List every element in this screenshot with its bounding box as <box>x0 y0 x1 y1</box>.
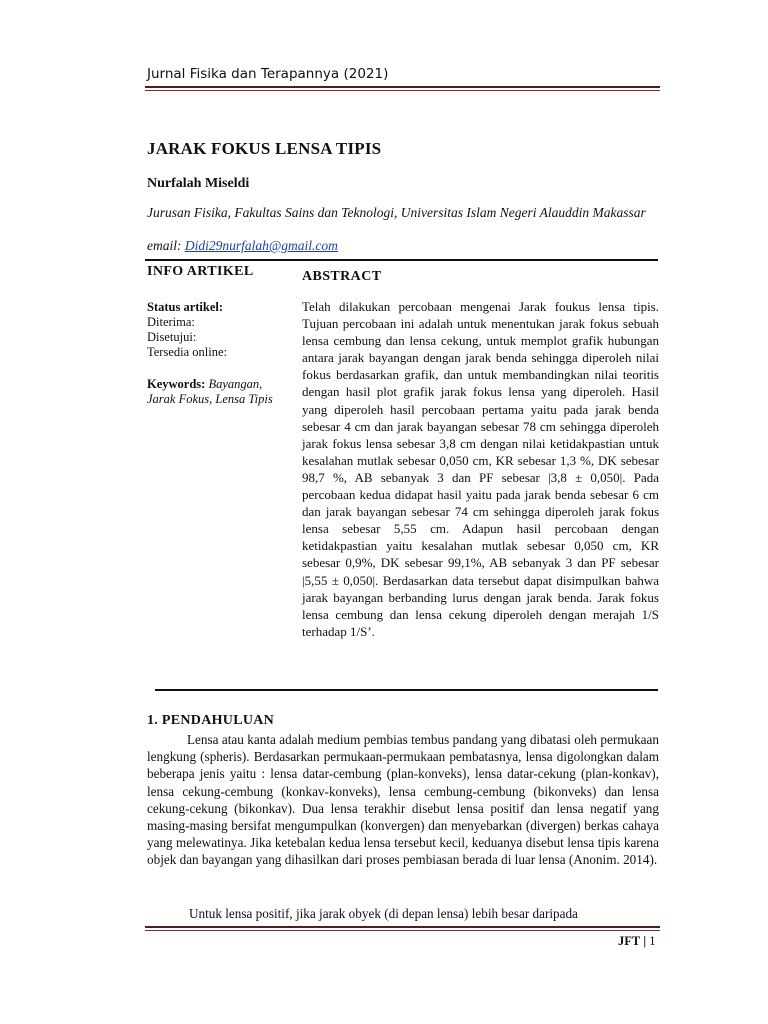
header-rule <box>145 86 660 88</box>
info-artikel-heading: INFO ARTIKEL <box>147 264 254 279</box>
paragraph-2: Untuk lensa positif, jika jarak obyek (di depan lensa) lebih besar daripada <box>189 906 578 921</box>
footer-separator: | <box>643 934 647 948</box>
email-label: email: <box>147 238 182 253</box>
info-top-rule <box>145 259 658 261</box>
email-link[interactable]: Didi29nurfalah@gmail.com <box>184 238 338 253</box>
author-name: Nurfalah Miseldi <box>147 176 250 191</box>
keywords-label: Keywords: <box>147 377 206 391</box>
keywords-block <box>147 377 292 407</box>
abstract-bottom-rule <box>155 689 658 691</box>
abstract-text: Telah dilakukan percobaan mengenai Jarak foukus lensa tipis. Tujuan percobaan ini adalah untuk menentukan jarak fokus sebuah lensa cembung dan lensa cekung, untuk memplot grafik hubungan antara jarak bayangan dengan jarak benda sehingga diperoleh nilai fokus berdasarkan grafik, dan untuk membandingkan nilai teoritis dengan hasil plot grafik jarak fokus lensa yang diperoleh. Hasil yang diperoleh hasil percobaan pertama yaitu pada jarak benda sebesar 4 cm dan jarak bayangan sebesar 78 cm sehingga diperoleh jarak fokus lensa sebesar 3,8 cm dengan nilai ketidakpastian untuk kesalahan mutlak sebesar 0,050 cm, KR sebesar 1,3 %, DK sebesar 98,7 %, AB sebanyak 3 dan PF sebesar |3,8 ± 0,050|. Pada percobaan kedua didapat hasil yaitu pada jarak benda sebesar 6 cm dan jarak bayangan sebesar 74 cm sehingga diperoleh jarak fokus lensa sebesar 5,55 cm. Adapun hasil percobaan dengan ketidakpastian yaitu kesalahan mutlak sebesar 0,050 cm, KR sebesar 0,9%, DK sebesar 99,1%, AB sebanyak 3 dan PF sebesar |5,55 ± 0,050|. Berdasarkan data tersebut dapat disimpulkan bahwa jarak bayangan berbanding lurus dengan jarak benda. Jarak fokus lensa cembung dan lensa cekung diperoleh dengan merajah 1/S terhadap 1/S’. <box>302 299 659 639</box>
header-rule-thin <box>145 90 660 91</box>
abstract-heading: ABSTRACT <box>302 269 382 284</box>
approved-label: Disetujui: <box>147 330 197 344</box>
status-label: Status artikel: <box>147 300 224 314</box>
journal-abbr: JFT <box>618 934 641 948</box>
affiliation: Jurusan Fisika, Fakultas Sains dan Teknologi, Universitas Islam Negeri Alauddin Makassar <box>147 205 646 220</box>
footer-rule <box>145 926 660 928</box>
journal-header: Jurnal Fisika dan Terapannya (2021) <box>147 66 389 82</box>
online-label: Tersedia online: <box>147 345 227 359</box>
received-label: Diterima: <box>147 315 195 329</box>
section-heading-pendahuluan: 1. PENDAHULUAN <box>147 713 275 728</box>
keywords-text: Bayangan, Jarak Fokus, Lensa Tipis <box>147 377 273 406</box>
page-number: 1 <box>649 934 656 948</box>
email-line <box>147 238 338 254</box>
paragraph-1: Lensa atau kanta adalah medium pembias tembus pandang yang dibatasi oleh permukaan lengkung (spheris). Berdasarkan permukaan-permukaan pembatasnya, lensa digolongkan dalam beberapa jenis yaitu : lensa datar-cembung (plan-konveks), lensa datar-cekung (plan-konkav), lensa cekung-cembung (konkav-konveks), lensa cembung-cembung (bikonveks) dan lensa cekung-cekung (bikonkav). Dua lensa terakhir disebut lensa positif dan lensa negatif yang masing-masing bersifat mengumpulkan (konvergen) dan menyebarkan (divergen) berkas cahaya yang melewatinya. Jika ketebalan kedua lensa tersebut kecil, keduanya disebut lensa tipis karena objek dan bayangan yang dihasilkan dari proses pembiasan berada di luar lensa (Anonim. 2014). <box>147 732 659 868</box>
footer-rule-thin <box>145 930 660 931</box>
status-artikel <box>147 300 292 360</box>
article-title: JARAK FOKUS LENSA TIPIS <box>147 139 382 158</box>
page-footer <box>618 934 656 949</box>
